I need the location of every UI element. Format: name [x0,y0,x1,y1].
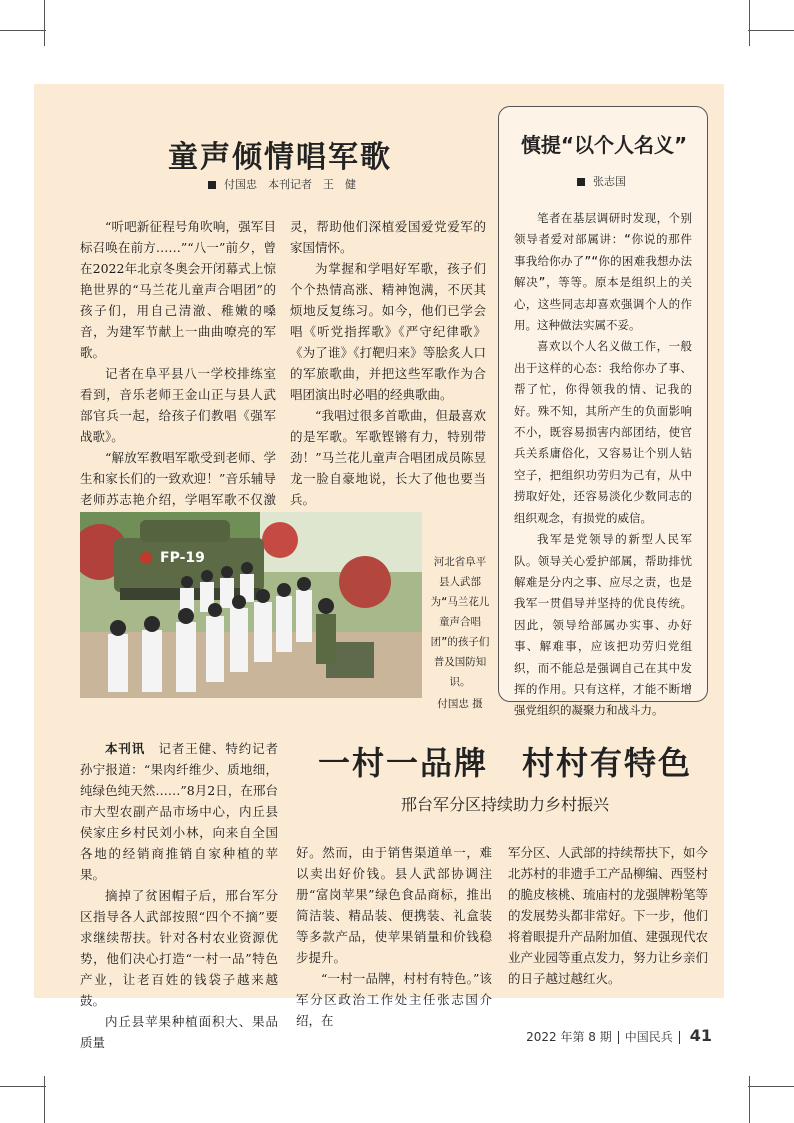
article2-column-1 [80,738,278,1053]
article2-lead: 本刊讯 [105,741,146,756]
photo-caption [430,552,490,714]
photo-credit: 付国忠 摄 [437,698,483,710]
article2-column-2 [296,842,492,1031]
paragraph: “一村一品牌，村村有特色。”该军分区政治工作处主任张志国介绍，在 [296,971,492,1028]
caption-text: 河北省阜平县人武部为“马兰花儿童声合唱团”的孩子们普及国防知识。 [430,556,490,688]
article1-byline [208,176,356,192]
paragraph: 灵，帮助他们深植爱国爱党爱军的家国情怀。 [290,219,486,255]
crop-mark [749,0,750,46]
paragraph: 好。然而，由于销售渠道单一，难以卖出好价钱。县人武部协调注册“富岗苹果”绿色食品商标，推出简洁装、精品装、便携装、礼盒装等多款产品，使苹果销量和价钱稳步提升。 [296,845,492,965]
article2-column-3 [508,842,708,989]
paragraph: 为掌握和学唱好军歌，孩子们个个热情高涨、精神饱满，不厌其烦地反复练习。如今，他们已学会唱《听党指挥歌》《严守纪律歌》《为了谁》《打靶归来》等脍炙人口的军旅歌曲，并把这些军歌作为合唱团演出时必唱的经典歌曲。 [290,261,486,402]
divider [679,1031,680,1044]
page-footer [526,1026,712,1045]
crop-mark [44,1076,45,1123]
article1-title: 童声倾情唱军歌 [168,140,392,175]
paragraph [80,738,278,885]
crop-mark [44,0,45,46]
paragraph: 记者在阜平县八一学校排练室看到，音乐老师王金山正与县人武部官兵一起，给孩子们教唱《强军战歌》。 [80,366,276,444]
sidebar-byline-text: 张志国 [593,175,626,188]
sidebar-title: 慎提“以个人名义” [520,133,688,157]
square-bullet-icon [577,178,585,186]
paragraph: 喜欢以个人名义做工作，一般出于这样的心态：我给你办了事、帮了忙，你得领我的情、记我的好。殊不知，其所产生的负面影响不小，既容易损害内部团结，使官兵关系庸俗化，又容易让个别人钻空子，把组织功劳归为己有，从中捞取好处，还容易淡化少数同志的组织观念，有损党的威信。 [514,339,692,525]
paragraph: “我唱过很多首歌曲，但最喜欢的是军歌。军歌铿锵有力，特别带劲！”马兰花儿童声合唱团成员陈昱龙一脸自豪地说，长大了他也要当兵。 [290,408,486,507]
divider [618,1031,619,1044]
crop-mark [748,1086,794,1087]
paragraph: “解放军教唱军歌受到老师、学生和家长们的一致欢迎！”音乐辅导老师苏志艳介绍，学唱军歌不仅激 [80,450,276,507]
crop-mark [0,1086,46,1087]
paragraph: 内丘县苹果种植面积大、果品质量 [80,1014,278,1050]
paragraph: “听吧新征程号角吹响，强军目标召唤在前方……”“八一”前夕，曾在2022年北京冬奥会开闭幕式上惊艳世界的“马兰花儿童声合唱团”的孩子们，用自己清澈、稚嫩的嗓音，为建军节献上一曲曲嘹亮的军歌。 [80,219,276,360]
article1-byline-text: 付国忠 本刊记者 王 健 [224,178,356,191]
paragraph: 摘掉了贫困帽子后，邢台军分区指导各人武部按照“四个不摘”要求继续帮扶。针对各村农业资源优势，他们决心打造“一村一品”特色产业，让老百姓的钱袋子越来越鼓。 [80,888,278,1008]
issue-label: 2022 年第 8 期 [526,1030,612,1044]
article2-subtitle: 邢台军分区持续助力乡村振兴 [400,795,609,814]
sidebar-byline [577,173,626,189]
article2-lead-text: 记者王健、特约记者孙宁报道：“果肉纤维少、质地细，纯绿色纯天然……”8月2日，在邢台市大型农副产品市场中心，内丘县侯家庄乡村民刘小林，向来自全国各地的经销商推销自家种植的苹果。 [80,741,278,882]
article1-column-1 [80,216,276,552]
article1-photo [80,512,422,698]
article2-title: 一村一品牌 村村有特色 [317,744,692,782]
paragraph: 军分区、人武部的持续帮扶下，如今北苏村的非遗手工产品柳编、西竖村的脆皮核桃、琉庙村的龙强牌粉笔等的发展势头都非常好。下一步，他们将着眼提升产品附加值、建强现代农业产业园等重点发力，努力让乡亲们的日子越过越红火。 [508,845,709,986]
page-number: 41 [689,1026,712,1045]
photo-illustration [80,512,422,698]
square-bullet-icon [208,181,216,189]
magazine-name: 中国民兵 [624,1030,673,1044]
article1-column-2 [290,216,486,510]
crop-mark [749,1076,750,1123]
paragraph: 笔者在基层调研时发现，个别领导者爱对部属讲：“你说的那件事我给你办了”“你的困难我想办法解决”，等等。原本是组织上的关心，这些同志却喜欢强调个人的作用。这种做法实属不妥。 [514,211,692,333]
sidebar-body [514,208,692,722]
crop-mark [748,30,794,31]
crop-mark [0,30,46,31]
paragraph: 我军是党领导的新型人民军队。领导关心爱护部属，帮助排忧解难是分内之事、应尽之责，也是我军一贯倡导并坚持的优良传统。因此，领导给部属办实事、办好事、解难事，应该把功劳归党组织，而不能总是强调自己在其中发挥的作用。只有这样，才能不断增强党组织的凝聚力和战斗力。 [514,532,692,718]
tank-label: FP-19 [160,550,205,566]
